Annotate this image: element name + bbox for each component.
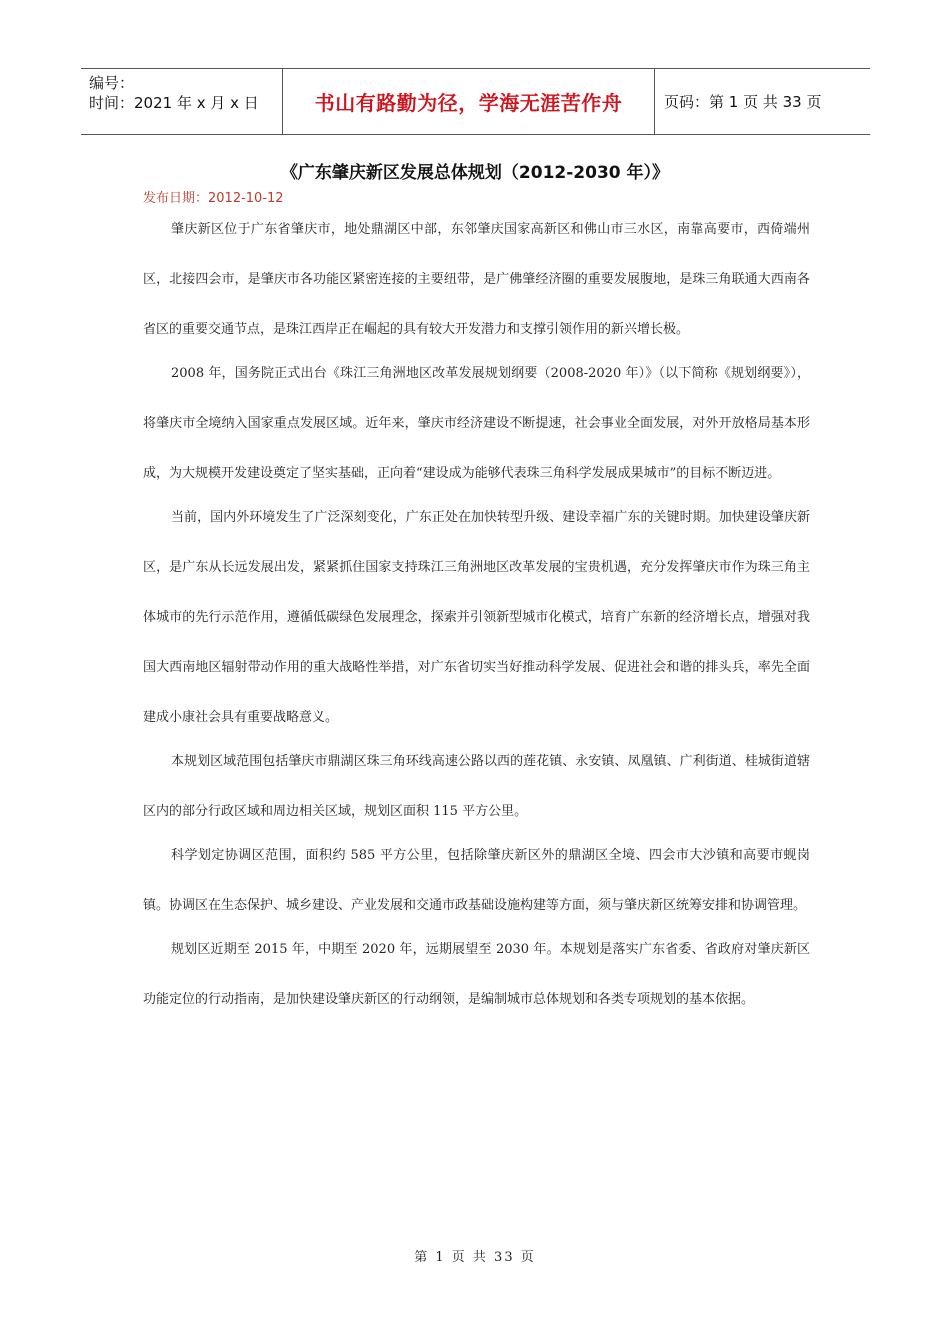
paragraph: 当前，国内外环境发生了广泛深刻变化，广东正处在加快转型升级、建设幸福广东的关键时期。加快建设肇庆新区，是广东从长远发展出发，紧紧抓住国家支持珠江三角洲地区改革发展的宝贵机遇，充分发挥肇庆市作为珠三角主体城市的先行示范作用，遵循低碳绿色发展理念，探索并引领新型城市化模式，培育广东新的经济增长点，增强对我国大西南地区辐射带动作用的重大战略性举措，对广东省切实当好推动科学发展、促进社会和谐的排头兵，率先全面建成小康社会具有重要战略意义。: [143, 510, 810, 725]
paragraph: 规划区近期至 2015 年，中期至 2020 年，远期展望至 2030 年。本规划是落实广东省委、省政府对肇庆新区功能定位的行动指南，是加快建设肇庆新区的行动纲领，是编制城市总体规划和各类专项规划的基本依据。: [143, 942, 810, 1007]
paragraph: 2008 年，国务院正式出台《珠江三角洲地区改革发展规划纲要（2008-2020 年）》（以下简称《规划纲要》），将肇庆市全境纳入国家重点发展区域。近年来，肇庆市经济建设不断提速，社会事业全面发展，对外开放格局基本形成，为大规模开发建设奠定了坚实基础，正向着“建设成为能够代表珠三角科学发展成果城市”的目标不断迈进。: [143, 366, 810, 481]
serial-label: 编号：: [89, 74, 135, 92]
header-meta-cell: [81, 69, 282, 134]
page-label: 页码：第 1 页 共 33 页: [664, 93, 822, 111]
publish-date: 发布日期：2012-10-12: [143, 191, 284, 206]
header-page-cell: [655, 69, 870, 134]
header-table: [81, 68, 870, 135]
paragraph: 科学划定协调区范围，面积约 585 平方公里，包括除肇庆新区外的鼎湖区全境、四会市大沙镇和高要市蚬岗镇。协调区在生态保护、城乡建设、产业发展和交通市政基础设施构建等方面，须与肇庆新区统筹安排和协调管理。: [143, 848, 810, 913]
header-motto-cell: [282, 69, 655, 134]
document-body: [143, 205, 810, 1025]
motto-text: 书山有路勤为径，学海无涯苦作舟: [314, 91, 623, 115]
paragraph: 本规划区域范围包括肇庆市鼎湖区珠三角环线高速公路以西的莲花镇、永安镇、凤凰镇、广利街道、桂城街道辖区内的部分行政区域和周边相关区域，规划区面积 115 平方公里。: [143, 754, 810, 819]
document-title: 《广东肇庆新区发展总体规划（2012-2030 年）》: [280, 163, 670, 183]
page-footer: 第 1 页 共 33 页: [414, 1250, 536, 1265]
time-label: 时间：2021 年 x 月 x 日: [89, 94, 259, 112]
paragraph: 肇庆新区位于广东省肇庆市，地处鼎湖区中部，东邻肇庆国家高新区和佛山市三水区，南靠高要市，西倚端州区，北接四会市，是肇庆市各功能区紧密连接的主要纽带，是广佛肇经济圈的重要发展腹地，是珠三角联通大西南各省区的重要交通节点，是珠江西岸正在崛起的具有较大开发潜力和支撑引领作用的新兴增长极。: [143, 222, 810, 337]
